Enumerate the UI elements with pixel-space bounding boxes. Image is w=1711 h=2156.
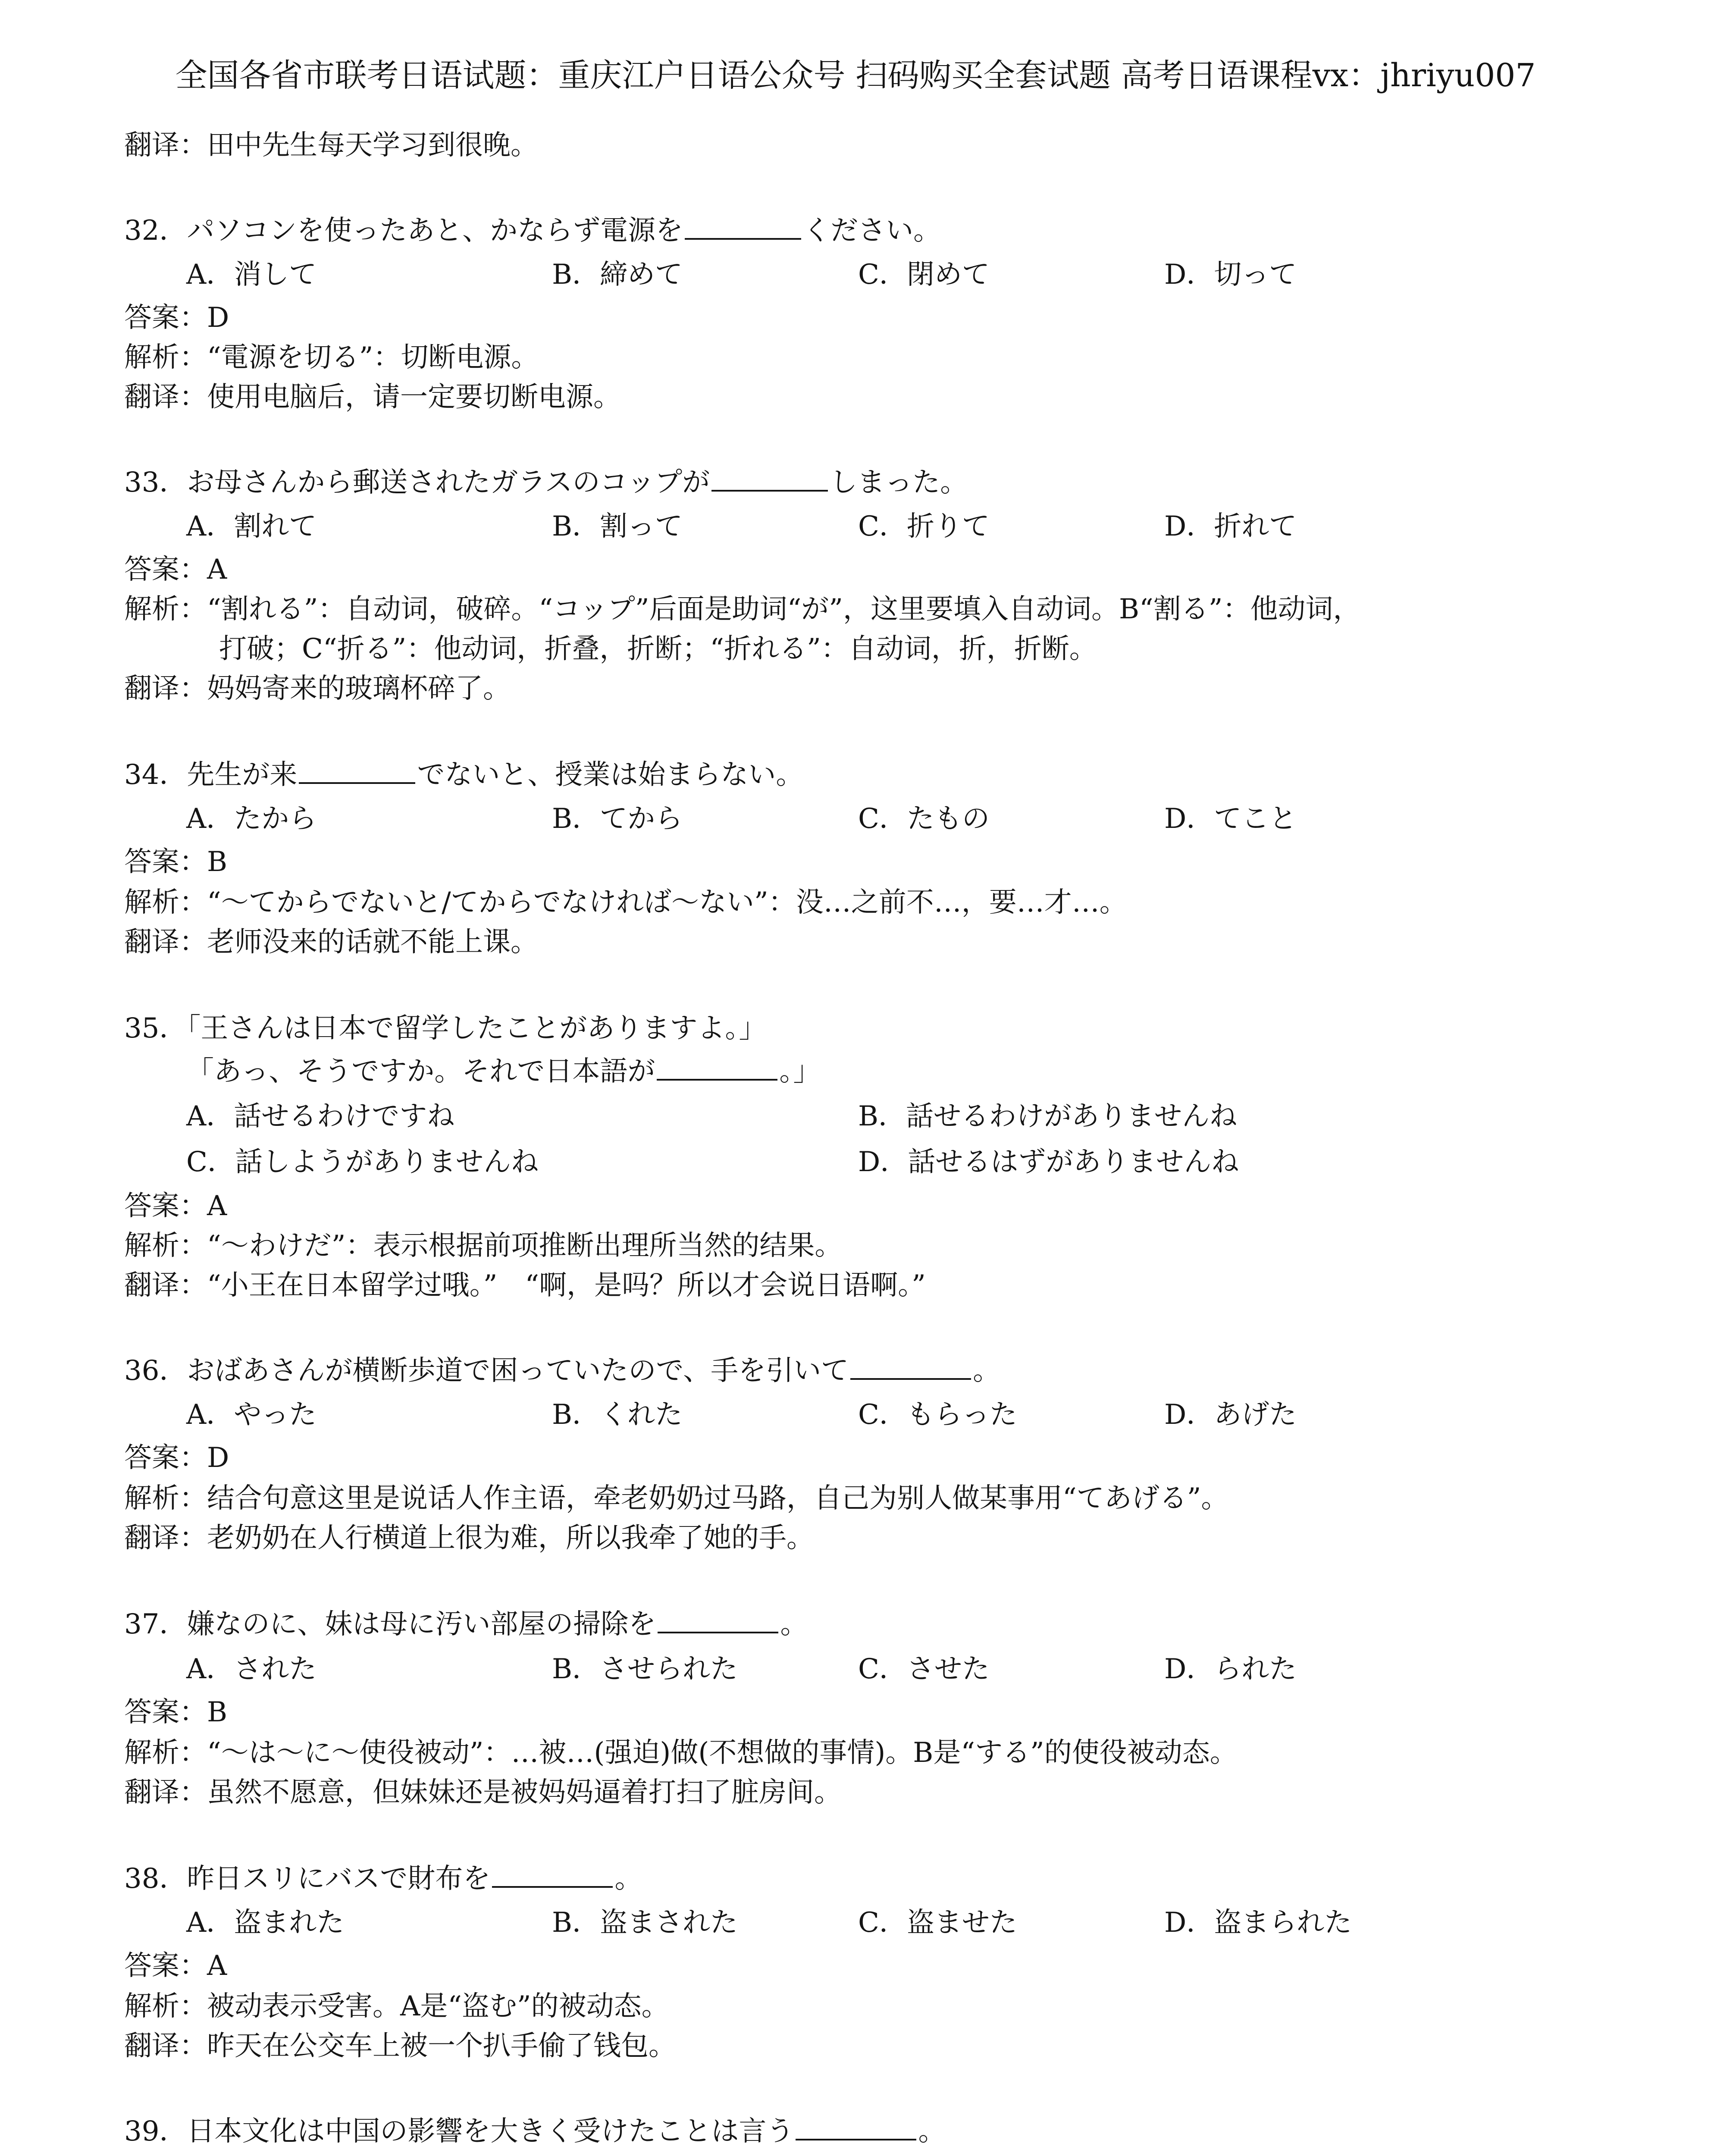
answer-blank [685, 211, 801, 240]
option-a: A．割れて [186, 511, 317, 542]
question-38-stem: 38．昨日スリにバスで財布を 。 [124, 1859, 642, 1898]
option-d: D．あげた [1164, 1399, 1297, 1431]
option-b: B．盗まされた [552, 1907, 738, 1939]
question-39-stem: 39．日本文化は中国の影響を大きく受けたことは言う 。 [124, 2112, 946, 2151]
option-a: A．たから [186, 803, 317, 835]
answer-line: 答案：A [124, 1950, 227, 1982]
question-35-stem: 35．「王さんは日本で留学したことがありますよ。」 [124, 1012, 767, 1044]
answer-blank [299, 755, 415, 784]
page-header: 全国各省市联考日语试题：重庆江户日语公众号 扫码购买全套试题 高考日语课程vx：jhriyu007 [175, 57, 1536, 94]
answer-line: 答案：B [124, 846, 228, 878]
translation-line: 翻译：使用电脑后，请一定要切断电源。 [124, 381, 621, 413]
option-d: D．折れて [1164, 511, 1297, 542]
answer-blank [850, 1351, 971, 1380]
translation-line: 翻译：妈妈寄来的玻璃杯碎了。 [124, 673, 511, 705]
option-b: B．くれた [552, 1399, 683, 1431]
analysis-line: 打破；C“折る”：他动词，折叠，折断；“折れる”：自动词，折，折断。 [219, 633, 1097, 665]
option-d: D．話せるはずがありませんね [858, 1146, 1239, 1178]
option-c: C．盗ませた [858, 1907, 1017, 1939]
option-d: D．られた [1164, 1653, 1297, 1685]
answer-line: 答案：B [124, 1696, 228, 1728]
option-b: B．てから [552, 803, 683, 835]
question-32-stem: 32．パソコンを使ったあと、かならず電源を ください。 [124, 211, 941, 250]
answer-line: 答案：D [124, 302, 229, 334]
question-36-stem: 36．おばあさんが横断歩道で困っていたので、手を引いて 。 [124, 1351, 1000, 1390]
option-b: B．話せるわけがありませんね [858, 1100, 1238, 1132]
translation-line: 翻译：虽然不愿意，但妹妹还是被妈妈逼着打扫了脏房间。 [124, 1777, 842, 1808]
answer-blank [657, 1052, 777, 1081]
option-c: C．閉めて [858, 259, 990, 291]
option-d: D．盗まられた [1164, 1907, 1352, 1939]
question-34-stem: 34．先生が来 でないと、授業は始まらない。 [124, 755, 803, 794]
analysis-line: 解析：“～わけだ”：表示根据前项推断出理所当然的结果。 [124, 1230, 843, 1262]
option-c: C．たもの [858, 803, 990, 835]
answer-line: 答案：D [124, 1442, 229, 1474]
analysis-line: 解析：结合句意这里是说话人作主语，牵老奶奶过马路，自己为别人做某事用“てあげる”。 [124, 1482, 1229, 1514]
option-a: A．された [186, 1653, 317, 1685]
translation-line: 翻译：“小王在日本留学过哦。” “啊，是吗？所以才会说日语啊。” [124, 1269, 926, 1301]
option-c: C．もらった [858, 1399, 1017, 1431]
option-a: A．盗まれた [186, 1907, 345, 1939]
answer-blank [658, 1605, 778, 1633]
analysis-line: 解析：“割れる”：自动词，破碎。“コップ”后面是助词“が”，这里要填入自动词。B“割る”：他动词， [124, 593, 1361, 625]
option-b: B．させられた [552, 1653, 738, 1685]
option-b: B．割って [552, 511, 683, 542]
analysis-line: 解析：被动表示受害。A是“盗む”的被动态。 [124, 1990, 669, 2022]
answer-blank [492, 1859, 613, 1888]
option-c: C．話しようがありませんね [186, 1146, 539, 1178]
option-b: B．締めて [552, 259, 683, 291]
option-c: C．させた [858, 1653, 990, 1685]
option-d: D．てこと [1164, 803, 1297, 835]
answer-blank [796, 2112, 916, 2140]
question-33-stem: 33．お母さんから郵送されたガラスのコップが しまった。 [124, 463, 968, 502]
translation-line: 翻译：田中先生每天学习到很晚。 [124, 129, 538, 161]
answer-blank [711, 463, 828, 492]
option-d: D．切って [1164, 259, 1297, 291]
analysis-line: 解析：“～てからでないと/てからでなければ～ない”：没…之前不…，要…才…。 [124, 887, 1127, 918]
answer-line: 答案：A [124, 554, 227, 586]
question-35-stem-line2: 「あっ、そうですか。それで日本語が 。」 [186, 1052, 821, 1091]
translation-line: 翻译：老奶奶在人行横道上很为难，所以我牵了她的手。 [124, 1522, 814, 1554]
translation-line: 翻译：昨天在公交车上被一个扒手偷了钱包。 [124, 2030, 676, 2062]
option-a: A．話せるわけですね [186, 1100, 455, 1132]
translation-line: 翻译：老师没来的话就不能上课。 [124, 926, 538, 958]
analysis-line: 解析：“～は～に～使役被动”：…被…(强迫)做(不想做的事情)。B是“する”的使役被动态。 [124, 1737, 1238, 1769]
question-37-stem: 37．嫌なのに、妹は母に汚い部屋の掃除を 。 [124, 1605, 808, 1644]
analysis-line: 解析：“電源を切る”：切断电源。 [124, 342, 539, 373]
option-a: A．やった [186, 1399, 317, 1431]
answer-line: 答案：A [124, 1190, 227, 1222]
option-a: A．消して [186, 259, 317, 291]
option-c: C．折りて [858, 511, 990, 542]
